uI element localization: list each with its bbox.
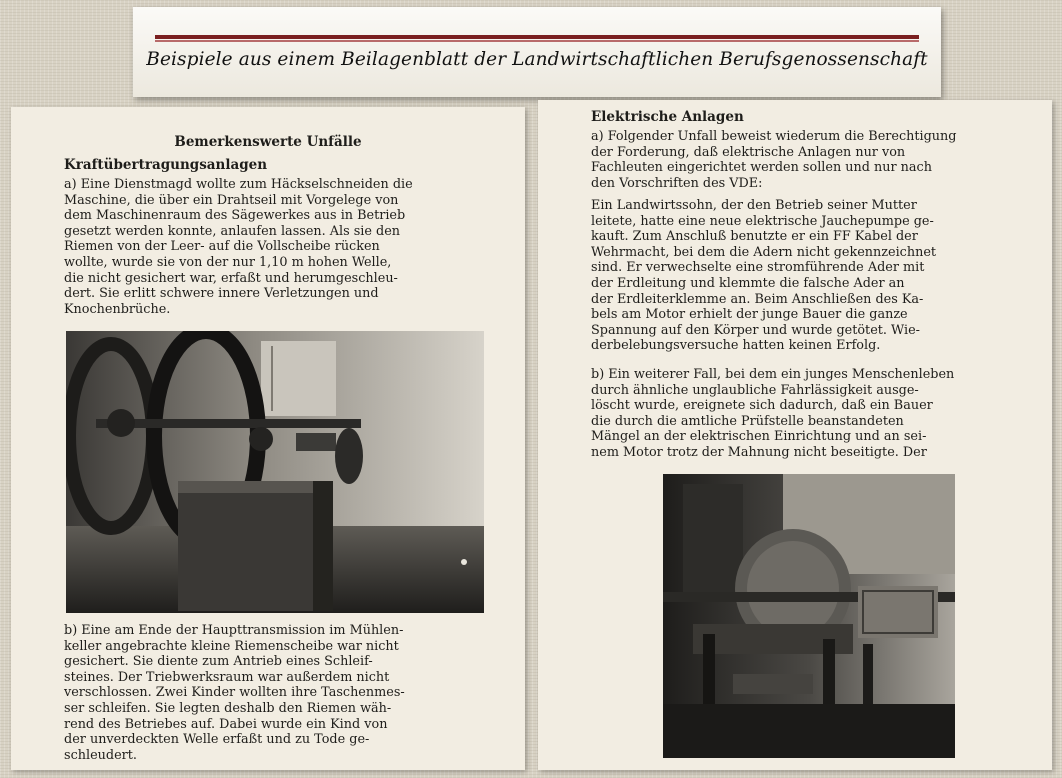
transmission-photo-illustration [66,331,484,613]
right-paragraph-a: a) Folgender Unfall beweist wiederum die Berechtigung der Forderung, daß elektrische Anlagen nur von Fachleuten eingerichtet werden sollen und nur nach den Vorschriften des VDE: [591,129,957,191]
left-page-heading: Bemerkenswerte Unfälle [174,134,362,150]
banner-rule-dark [155,35,919,39]
right-page-scan [538,100,1052,770]
right-paragraph-b: b) Ein weiterer Fall, bei dem ein junges Menschenleben durch ähnliche unglaubliche Fahrlässigkeit ausge- löscht wurde, ereignete sich dadurch, daß ein Bauer die durch die amtliche Prüfstelle beanstandeten Mängel an der elektrischen Einrichtung und an sei- nem Motor trotz der Mahnung nicht beseitigte. Der [591,367,955,460]
banner-title: Beispiele aus einem Beilagenblatt der Landwirtschaftlichen Berufsgenossenschaft [146,49,928,70]
left-page-scan [11,107,525,770]
title-banner [133,7,941,97]
motor-photo [663,474,955,758]
transmission-photo [66,331,484,613]
left-paragraph-b: b) Eine am Ende der Haupttransmission im Mühlen- keller angebrachte kleine Riemenscheibe war nicht gesichert. Sie diente zum Antrieb eines Schleif- steines. Der Triebwerksraum war außerdem nicht verschlossen. Zwei Kinder wollten ihre Taschenmes- ser schleifen. Sie legten deshalb den Riemen wäh- rend des Betriebes auf. Dabei wurde ein Kind von der unverdeckten Welle erfaßt und zu Tode ge- schleudert. [64,623,405,763]
motor-photo-illustration [663,474,955,758]
left-page-subheading: Kraftübertragungsanlagen [64,157,268,173]
banner-rule-light [155,40,919,42]
right-paragraph-a-detail: Ein Landwirtssohn, der den Betrieb seiner Mutter leitete, hatte eine neue elektrische Jauchepumpe ge- kauft. Zum Anschluß benutzte er ein FF Kabel der Wehrmacht, bei dem die Adern nicht gekennzeichnet sind. Er verwechselte eine stromführende Ader mit der Erdleitung und klemmte die falsche Ader an der Erdleiterklemme an. Beim Anschließen des Ka- bels am Motor erhielt der junge Bauer die ganze Spannung auf den Körper und wurde getötet. Wie- derbelebungsversuche hatten keinen Erfolg. [591,198,937,354]
right-page-subheading: Elektrische Anlagen [591,109,744,125]
left-paragraph-a: a) Eine Dienstmagd wollte zum Häckselschneiden die Maschine, die über ein Drahtseil mit Vorgelege von dem Maschinenraum des Sägewerkes aus in Betrieb gesetzt werden konnte, anlaufen lassen. Als sie den Riemen von der Leer- auf die Vollscheibe rücken wollte, wurde sie von der nur 1,10 m hohen Welle, die nicht gesichert war, erfaßt und herumgeschleu- dert. Sie erlitt schwere innere Verletzungen und Knochenbrüche. [64,177,413,317]
